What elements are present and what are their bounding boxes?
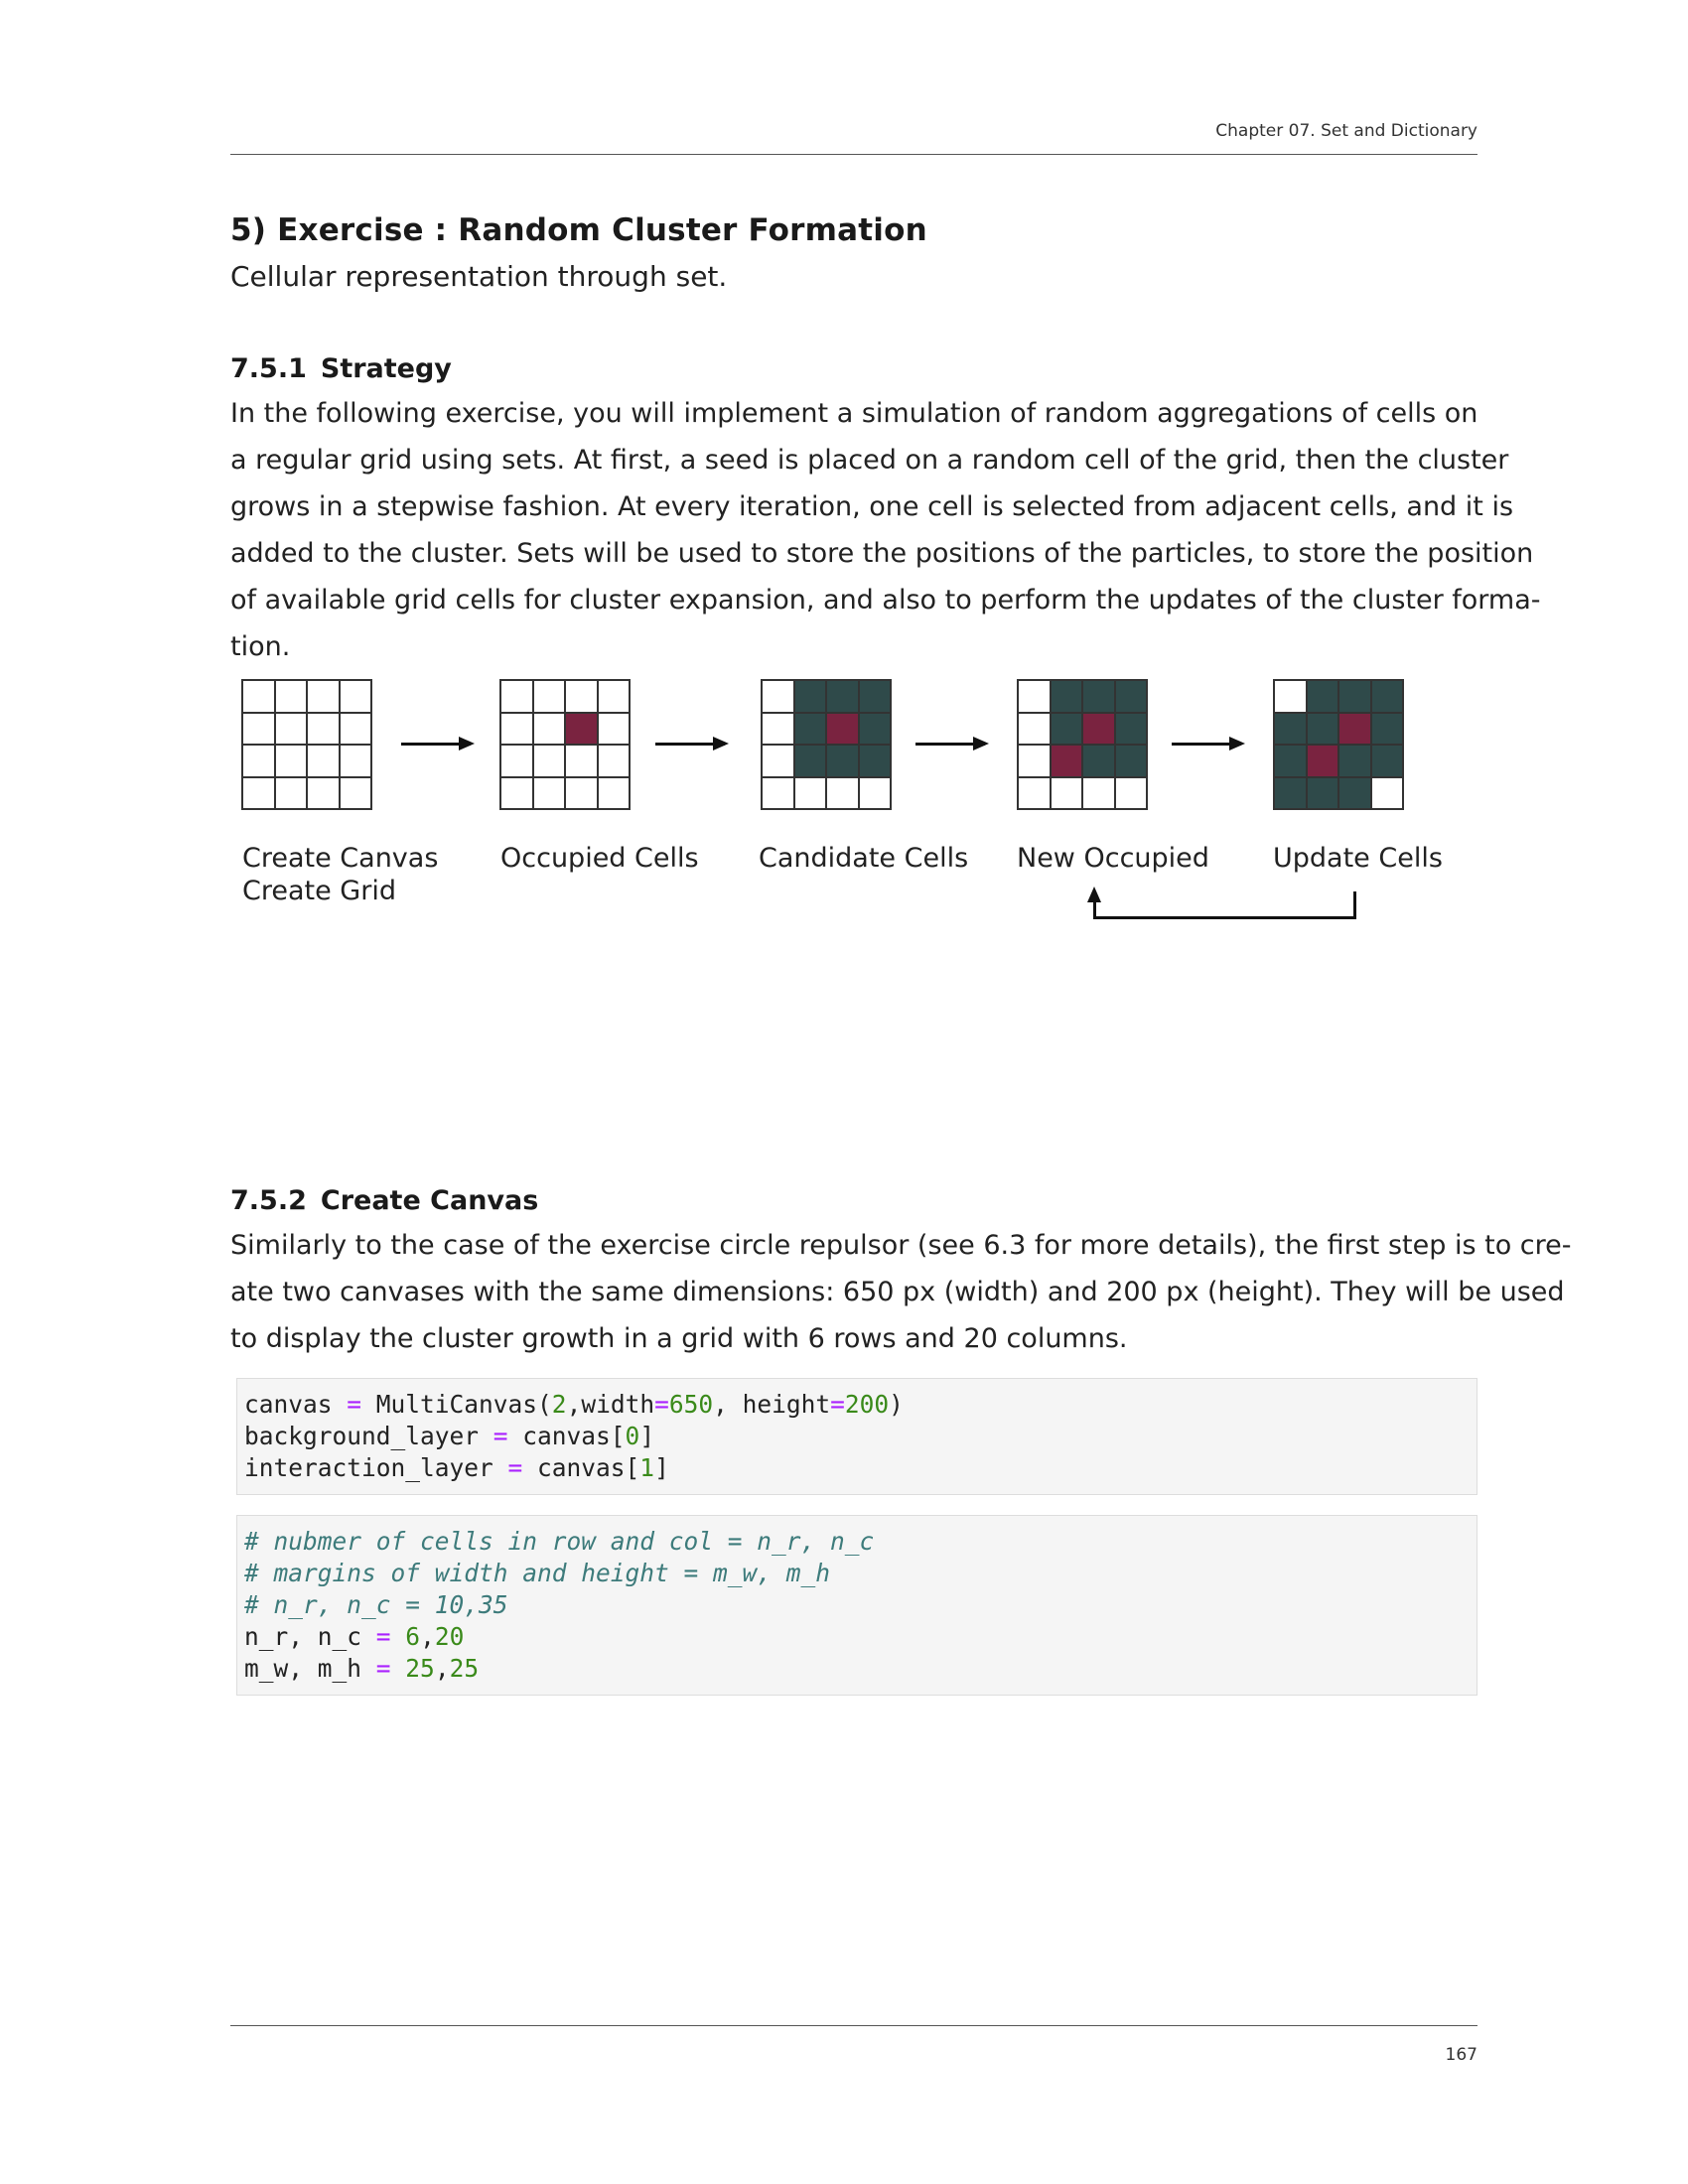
code-text: ,width [566, 1390, 655, 1419]
grid-cell-candidate [1338, 680, 1371, 713]
paragraph-line: ate two canvases with the same dimensions: 650 px (width) and 200 px (height). They will be used [230, 1277, 1565, 1307]
step-label-line: Create Canvas [242, 843, 439, 874]
loop-line-bottom [1093, 916, 1356, 919]
grid-cell-candidate [1274, 745, 1307, 777]
paragraph-line: In the following exercise, you will implement a simulation of random aggregations of cells on [230, 398, 1478, 429]
grid-cell-empty [275, 713, 308, 746]
step-label-line: Occupied Cells [500, 843, 699, 874]
grid-cell-candidate [1274, 777, 1307, 810]
grid-cell-empty [1371, 777, 1404, 810]
code-text: , [434, 1654, 450, 1683]
grid-cell-empty [340, 777, 372, 810]
code-block-grid-params [236, 1515, 1477, 1696]
code-text: canvas[ [522, 1453, 640, 1482]
grid-cell-empty [762, 680, 794, 713]
grid-cell-empty [565, 680, 598, 713]
paragraph-line: Similarly to the case of the exercise circle repulsor (see 6.3 for more details), the first step is to cre- [230, 1230, 1572, 1261]
grid-cell-empty [1082, 777, 1115, 810]
grid-cell-empty [598, 680, 631, 713]
grid-cell-empty [1115, 777, 1148, 810]
grid-cell-empty [1018, 713, 1051, 746]
grid-cell-candidate [1082, 745, 1115, 777]
step-label-occupied [500, 842, 699, 875]
section-heading-create-canvas [230, 1185, 538, 1216]
exercise-title: 5) Exercise : Random Cluster Formation [230, 212, 927, 248]
arrow-up-icon [1087, 887, 1101, 902]
exercise-subtitle: Cellular representation through set. [230, 260, 728, 293]
create-canvas-paragraph [230, 1222, 1572, 1362]
grid-cell-empty [598, 777, 631, 810]
step-label-new-occupied [1017, 842, 1209, 875]
grid-cell-empty [307, 680, 340, 713]
paragraph-line: a regular grid using sets. At first, a seed is placed on a random cell of the grid, then the cluster [230, 445, 1509, 476]
running-header: Chapter 07. Set and Dictionary [1215, 121, 1477, 141]
grid-cell-empty [794, 777, 827, 810]
code-line [244, 1452, 1477, 1484]
step-label-candidate [759, 842, 968, 875]
grid-cell-empty [275, 777, 308, 810]
grid-cell-empty [500, 777, 533, 810]
code-text: canvas [244, 1390, 348, 1419]
grid-update-cells [1273, 679, 1404, 810]
paragraph-line: added to the cluster. Sets will be used to store the positions of the particles, to store the position [230, 538, 1534, 569]
paragraph-line: of available grid cells for cluster expansion, and also to perform the updates of the cluster forma- [230, 585, 1541, 615]
arrow-right-icon [1172, 743, 1241, 746]
code-line [244, 1558, 1477, 1589]
code-line [244, 1589, 1477, 1621]
grid-cell-candidate [859, 680, 892, 713]
section-title: Create Canvas [320, 1185, 539, 1216]
paragraph-line: to display the cluster growth in a grid with 6 rows and 20 columns. [230, 1323, 1128, 1354]
grid-cell-empty [533, 777, 566, 810]
grid-cell-candidate [826, 745, 859, 777]
step-label-line: Update Cells [1273, 843, 1443, 874]
grid-cell-candidate [1338, 777, 1371, 810]
grid-cell-candidate [1274, 713, 1307, 746]
code-block-canvas [236, 1378, 1477, 1495]
grid-cell-candidate [859, 745, 892, 777]
grid-cell-candidate [859, 713, 892, 746]
code-number: 6 [405, 1622, 421, 1651]
code-text: , [420, 1622, 435, 1651]
header-rule [230, 154, 1477, 155]
code-number: 0 [625, 1422, 640, 1450]
grid-cell-empty [275, 745, 308, 777]
grid-cell-empty [1274, 680, 1307, 713]
grid-cell-empty [307, 777, 340, 810]
grid-cell-occupied [1307, 745, 1339, 777]
code-line [244, 1653, 1477, 1685]
grid-cell-candidate [1307, 777, 1339, 810]
footer-rule [230, 2025, 1477, 2026]
grid-cell-empty [859, 777, 892, 810]
code-text: interaction_layer [244, 1453, 508, 1482]
code-operator: = [654, 1390, 669, 1419]
grid-cell-occupied [826, 713, 859, 746]
step-label-line: Create Grid [242, 876, 396, 906]
code-operator: = [492, 1422, 508, 1450]
grid-cell-candidate [794, 680, 827, 713]
grid-candidate-cells [761, 679, 892, 810]
grid-cell-empty [340, 745, 372, 777]
grid-cell-occupied [1338, 713, 1371, 746]
code-number: 200 [844, 1390, 890, 1419]
grid-cell-candidate [1371, 713, 1404, 746]
code-number: 2 [551, 1390, 567, 1419]
grid-cell-empty [275, 680, 308, 713]
grid-cell-candidate [794, 745, 827, 777]
code-comment: # nubmer of cells in row and col = n_r, n_c [244, 1527, 875, 1556]
grid-cell-candidate [1115, 713, 1148, 746]
code-operator: = [375, 1622, 391, 1651]
step-label-update [1273, 842, 1443, 875]
grid-cell-candidate [1082, 680, 1115, 713]
loop-line-right [1353, 891, 1356, 919]
code-text [391, 1622, 406, 1651]
grid-cell-occupied [565, 713, 598, 746]
code-line [244, 1389, 1477, 1421]
grid-cell-empty [565, 777, 598, 810]
code-text: ] [654, 1453, 669, 1482]
section-number: 7.5.2 [230, 1185, 307, 1216]
grid-cell-empty [762, 713, 794, 746]
code-text: ] [639, 1422, 655, 1450]
code-text: canvas[ [507, 1422, 626, 1450]
grid-cell-candidate [1307, 713, 1339, 746]
grid-cell-empty [1018, 745, 1051, 777]
grid-cell-candidate [1307, 680, 1339, 713]
grid-new-occupied [1017, 679, 1148, 810]
grid-cell-empty [533, 713, 566, 746]
grid-cell-occupied [1082, 713, 1115, 746]
grid-cell-empty [307, 713, 340, 746]
code-text: background_layer [244, 1422, 493, 1450]
grid-cell-empty [762, 745, 794, 777]
code-text: m_w, m_h [244, 1654, 376, 1683]
grid-cell-empty [340, 680, 372, 713]
code-line [244, 1526, 1477, 1558]
grid-cell-empty [307, 745, 340, 777]
grid-cell-candidate [1115, 745, 1148, 777]
code-line [244, 1621, 1477, 1653]
code-comment: # n_r, n_c = 10,35 [244, 1590, 508, 1619]
grid-cell-empty [242, 745, 275, 777]
grid-occupied-cells [499, 679, 631, 810]
section-number: 7.5.1 [230, 353, 307, 384]
code-number: 25 [449, 1654, 480, 1683]
code-number: 20 [434, 1622, 465, 1651]
code-text: ) [889, 1390, 904, 1419]
grid-cell-empty [533, 745, 566, 777]
grid-cell-occupied [1051, 745, 1083, 777]
page-number: 167 [1445, 2045, 1477, 2065]
code-text: n_r, n_c [244, 1622, 376, 1651]
grid-cell-candidate [794, 713, 827, 746]
paragraph-line: grows in a stepwise fashion. At every iteration, one cell is selected from adjacent cells, and it is [230, 491, 1514, 522]
code-operator: = [507, 1453, 523, 1482]
grid-cell-empty [500, 745, 533, 777]
arrow-right-icon [915, 743, 985, 746]
grid-cell-empty [242, 680, 275, 713]
grid-cell-empty [598, 713, 631, 746]
step-label-line: Candidate Cells [759, 843, 969, 874]
arrow-right-icon [401, 743, 471, 746]
grid-cell-empty [500, 713, 533, 746]
grid-cell-empty [1051, 777, 1083, 810]
step-label-create [242, 842, 438, 907]
code-number: 650 [668, 1390, 714, 1419]
step-label-line: New Occupied [1017, 843, 1209, 874]
loop-line-left [1093, 899, 1096, 919]
grid-cell-candidate [1115, 680, 1148, 713]
grid-cell-empty [762, 777, 794, 810]
code-number: 1 [639, 1453, 655, 1482]
grid-cell-candidate [1371, 745, 1404, 777]
paragraph-line: tion. [230, 631, 291, 662]
grid-cell-empty [533, 680, 566, 713]
grid-cell-candidate [826, 680, 859, 713]
code-operator: = [347, 1390, 362, 1419]
section-heading-strategy [230, 353, 452, 384]
section-title: Strategy [320, 353, 452, 384]
code-number: 25 [405, 1654, 435, 1683]
grid-cell-empty [340, 713, 372, 746]
grid-cell-candidate [1051, 680, 1083, 713]
grid-cell-empty [242, 777, 275, 810]
grid-cell-empty [565, 745, 598, 777]
grid-cell-empty [1018, 680, 1051, 713]
code-line [244, 1421, 1477, 1452]
strategy-paragraph [230, 390, 1541, 670]
grid-cell-empty [500, 680, 533, 713]
grid-cell-empty [598, 745, 631, 777]
code-operator: = [375, 1654, 391, 1683]
grid-cell-empty [1018, 777, 1051, 810]
arrow-right-icon [655, 743, 725, 746]
code-text [391, 1654, 406, 1683]
grid-cell-empty [826, 777, 859, 810]
grid-cell-candidate [1051, 713, 1083, 746]
code-text: MultiCanvas( [361, 1390, 552, 1419]
code-text: , height [713, 1390, 831, 1419]
grid-create-canvas [241, 679, 372, 810]
grid-cell-candidate [1338, 745, 1371, 777]
code-comment: # margins of width and height = m_w, m_h [244, 1559, 831, 1587]
code-operator: = [830, 1390, 845, 1419]
grid-cell-empty [242, 713, 275, 746]
grid-cell-candidate [1371, 680, 1404, 713]
